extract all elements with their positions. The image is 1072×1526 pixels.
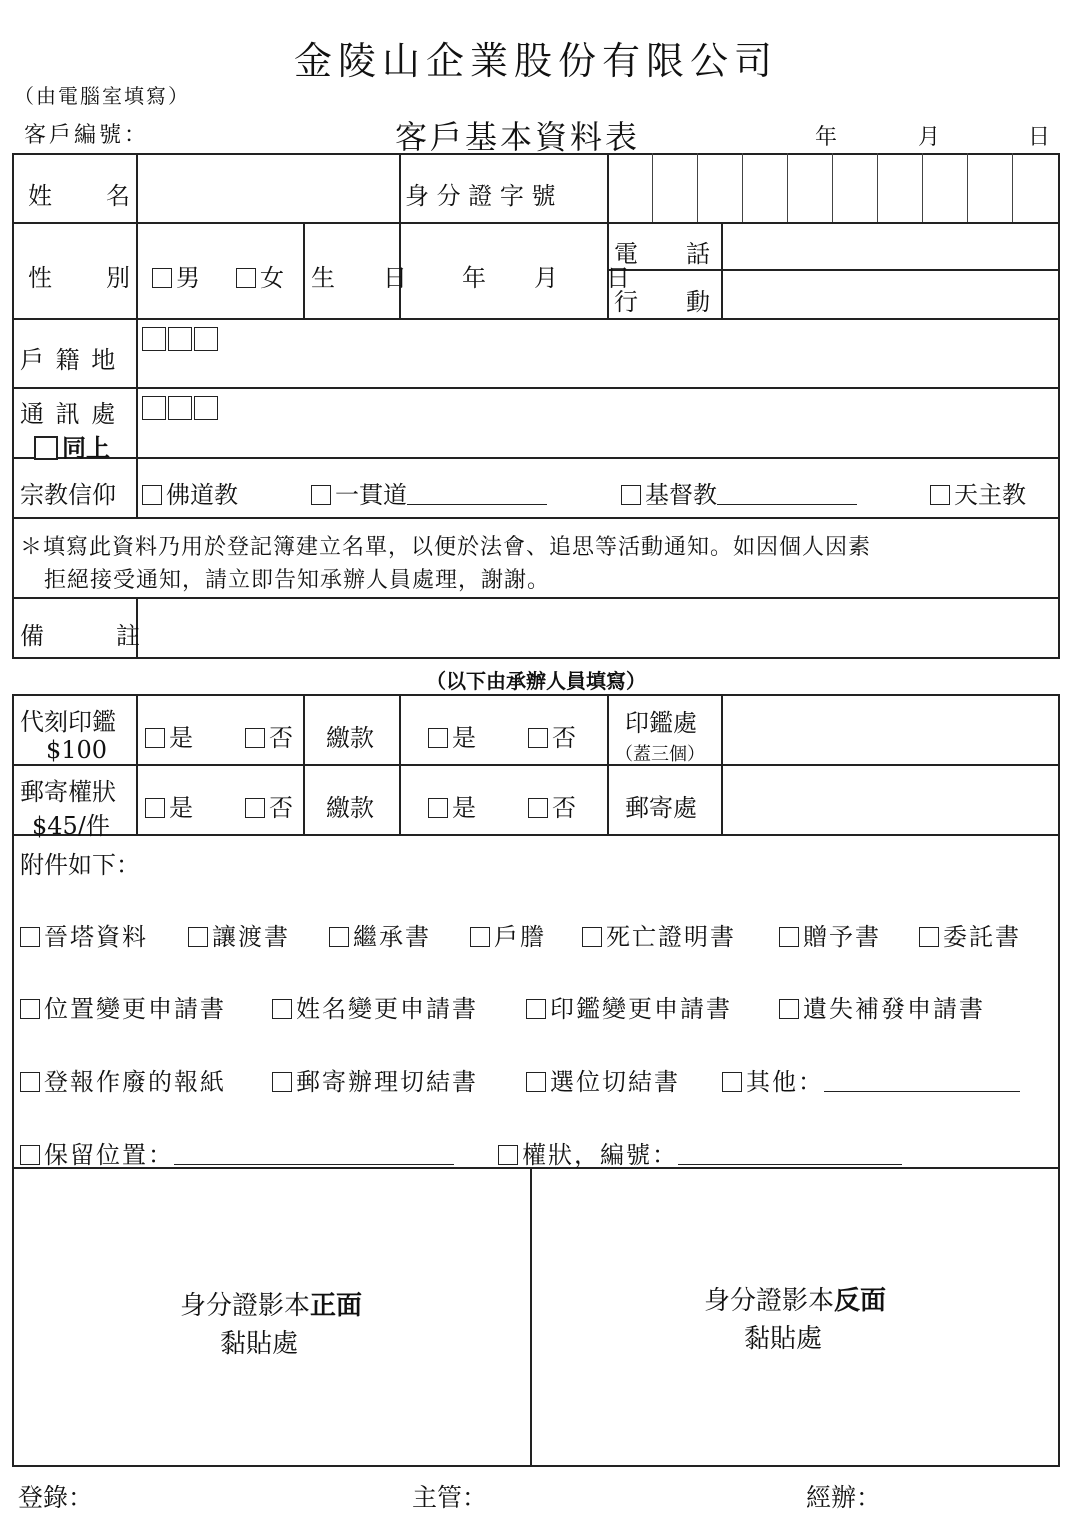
registry-postcode-boxes[interactable] [142,327,220,355]
seal-no-option[interactable]: 否 [245,718,293,753]
customer-no-label: 客戶編號： [24,123,150,148]
notice-line-1: ＊填寫此資料乃用於登記簿建立名單，以便於法會、追思等活動通知。如因個人因素 [20,535,872,560]
mail-area-label: 郵寄處 [625,794,697,822]
staff-section-note: （以下由承辦人員填寫） [426,669,646,693]
seal-payment-yes-option[interactable]: 是 [428,718,476,753]
seal-engraving-label: 代刻印鑑 [20,708,116,736]
id-number-label: 身 分 證 字 號 [405,182,556,210]
same-as-above-label: 同上 [62,433,110,462]
remarks-label: 備 註 [20,622,140,650]
seal-area-label: 印鑑處 [625,709,697,737]
mail-payment-label: 繳款 [326,794,374,822]
footer-supervisor: 主管： [412,1483,488,1512]
attachments-label: 附件如下： [20,851,140,879]
attach-inheritance[interactable]: 繼承書 [329,917,431,952]
gender-label: 性 別 [28,264,132,292]
computer-room-note: （由電腦室填寫） [14,84,190,108]
attach-void-newspaper[interactable]: 登報作廢的報紙 [20,1062,226,1097]
attach-reissue[interactable]: 遺失補發申請書 [779,989,985,1024]
registry-label: 戶 籍 地 [20,346,118,374]
attach-transfer-deed[interactable]: 讓渡書 [188,917,290,952]
mailing-label: 通 訊 處 [20,400,118,428]
attach-tower-data[interactable]: 晉塔資料 [20,917,148,952]
religion-option-buddhist[interactable]: 佛道教 [142,475,238,510]
attach-location-change[interactable]: 位置變更申請書 [20,989,226,1024]
birthday-label: 生 日 [311,264,407,292]
mobile-label: 行 動 [614,288,710,316]
gender-male-option[interactable] [152,258,200,293]
seal-payment-no-option[interactable]: 否 [528,718,576,753]
id-front-paste-label: 黏貼處 [219,1329,298,1359]
notice-line-2: 拒絕接受通知，請立即告知承辦人員處理，謝謝。 [44,568,551,593]
mail-payment-no-option[interactable]: 否 [528,788,576,823]
footer-handler: 經辦： [806,1483,882,1512]
seal-payment-label: 繳款 [326,724,374,752]
same-as-above-option[interactable] [34,428,110,463]
attach-other[interactable]: 其他： [722,1062,1020,1097]
form-title: 客戶基本資料表 [395,118,641,156]
attach-selection-affidavit[interactable]: 選位切結書 [526,1062,680,1097]
attach-power-of-attorney[interactable]: 委託書 [919,917,1021,952]
religion-option-catholic[interactable]: 天主教 [930,475,1026,510]
phone-label: 電 話 [614,240,710,268]
attach-certificate-number[interactable]: 權狀，編號： [498,1135,902,1170]
birthday-value: 年 月 日 [462,264,630,292]
id-front-paste-area: 身分證影本正面 [179,1291,363,1321]
id-back-paste-area: 身分證影本反面 [703,1286,887,1316]
mail-certificate-price: $45/件 [32,812,110,840]
mailing-postcode-boxes[interactable] [142,396,220,424]
attach-reserve-location[interactable]: 保留位置： [20,1135,454,1170]
religion-option-christian[interactable]: 基督教 [621,475,857,510]
same-as-above-checkbox[interactable] [34,436,58,460]
attach-gift-deed[interactable]: 贈予書 [779,917,881,952]
religion-label: 宗教信仰 [20,481,116,509]
male-label: 男 [176,264,200,292]
date-day-label: 日 [1028,125,1051,150]
seal-yes-option[interactable]: 是 [145,718,193,753]
mail-payment-yes-option[interactable]: 是 [428,788,476,823]
attach-death-certificate[interactable]: 死亡證明書 [582,917,736,952]
attach-household-record[interactable]: 戶謄 [470,917,546,952]
seal-engraving-price: $100 [46,736,108,764]
name-label: 姓 名 [28,182,132,210]
date-month-label: 月 [918,125,941,150]
female-label: 女 [260,264,284,292]
mail-no-option[interactable]: 否 [245,788,293,823]
gender-female-option[interactable] [236,258,284,293]
seal-area-note: （蓋三個） [615,744,705,765]
mail-yes-option[interactable]: 是 [145,788,193,823]
mail-certificate-label: 郵寄權狀 [20,778,116,806]
attach-name-change[interactable]: 姓名變更申請書 [272,989,478,1024]
company-title: 金陵山企業股份有限公司 [293,39,778,83]
female-checkbox[interactable] [236,268,256,288]
male-checkbox[interactable] [152,268,172,288]
attach-mail-affidavit[interactable]: 郵寄辦理切結書 [272,1062,478,1097]
id-back-paste-label: 黏貼處 [743,1324,822,1354]
religion-option-yiguandao[interactable]: 一貫道 [311,475,547,510]
footer-register: 登錄： [18,1483,94,1512]
attach-seal-change[interactable]: 印鑑變更申請書 [526,989,732,1024]
date-year-label: 年 [815,125,838,150]
